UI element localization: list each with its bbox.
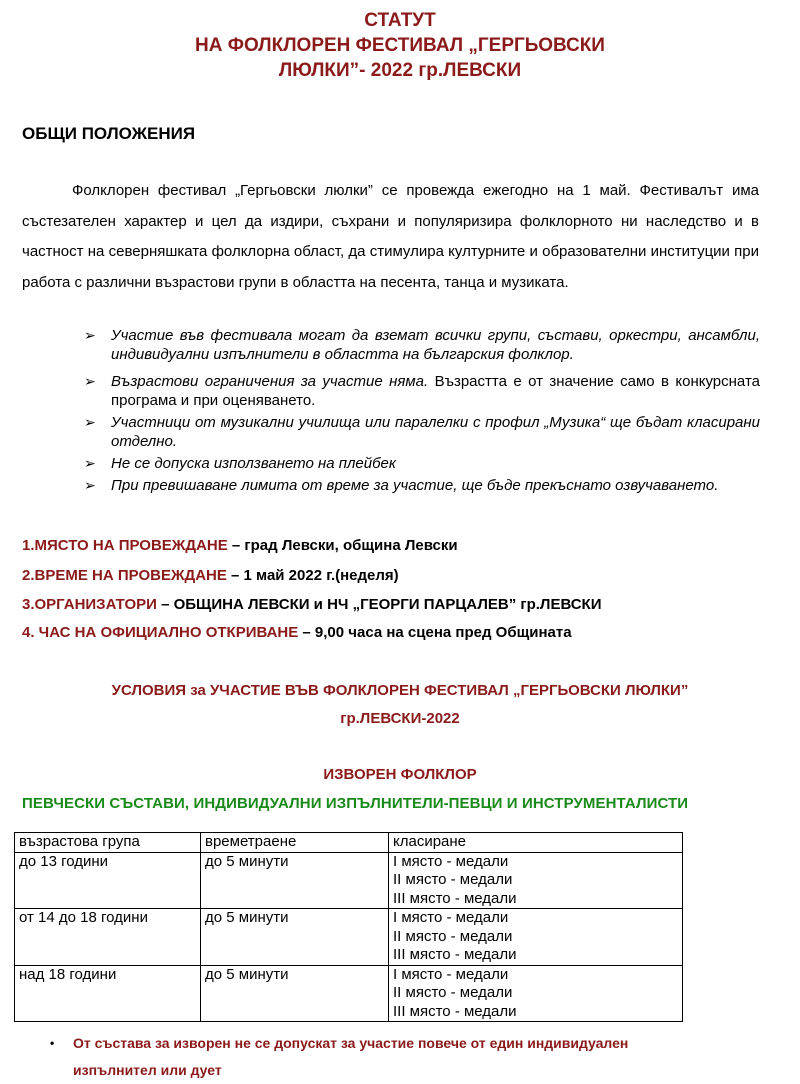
- table-header-row: [15, 833, 683, 853]
- general-paragraph: Фолклорен фестивал „Гергьовски люлки” се провежда ежегодно на 1 май. Фестивалът има състезателен характер и цел да издири, съхрани и популяризира фолклорното ни наследство и в частност на северняшката фолклорна област, да стимулира културните и образователни институции при работа с различни възрастови групи в областта на песента, танца и музиката.: [22, 182, 759, 291]
- rule-item: [84, 413, 760, 451]
- rule-text: При превишаване лимита от време за участие, ще бъде прекъснато озвучаването.: [111, 477, 719, 494]
- note-list: [50, 1030, 770, 1084]
- rule-text: Участие във фестивала могат да вземат всички групи, състави, оркестри, ансамбли, индивидуални изпълнители в областта на българския фолклор.: [111, 327, 760, 363]
- info-organizers-label: 3.ОРГАНИЗАТОРИ: [22, 596, 157, 613]
- rank-line: II място - медали: [393, 984, 513, 1001]
- info-place-value: – град Левски, община Левски: [227, 537, 458, 554]
- arrow-bullet-icon: ➢: [84, 455, 96, 471]
- section-title: ИЗВОРЕН ФОЛКЛОР: [323, 766, 477, 783]
- cell-duration: до 5 минути: [201, 852, 389, 909]
- cell-ranking: [389, 965, 683, 1022]
- conditions-subheading: гр.ЛЕВСКИ-2022: [340, 710, 460, 727]
- rank-line: III място - медали: [393, 889, 517, 907]
- info-organizers: [22, 595, 602, 615]
- section-subtitle: ПЕВЧЕСКИ СЪСТАВИ, ИНДИВИДУАЛНИ ИЗПЪЛНИТЕЛИ-ПЕВЦИ И ИНСТРУМЕНТАЛИСТИ: [22, 795, 689, 812]
- info-opening-value: – 9,00 часа на сцена пред Общината: [298, 624, 572, 641]
- title-line-1: СТАТУТ: [364, 10, 436, 31]
- general-heading: ОБЩИ ПОЛОЖЕНИЯ: [22, 124, 196, 143]
- note-line-2: изпълнител или дует: [73, 1062, 222, 1078]
- rule-text: Възрастта е от значение само в конкурсната програма и при оценяването.: [111, 373, 760, 409]
- cell-duration: до 5 минути: [201, 909, 389, 966]
- rank-line: III място - медали: [393, 1002, 517, 1020]
- rank-line: II място - медали: [393, 871, 513, 888]
- header-ranking: класиране: [389, 833, 683, 853]
- cell-ranking: [389, 852, 683, 909]
- rule-item: [84, 326, 760, 364]
- table-row: [15, 909, 683, 966]
- arrow-bullet-icon: ➢: [84, 414, 96, 430]
- rules-list: [84, 326, 760, 498]
- cell-age: до 13 години: [15, 852, 201, 909]
- cell-age: над 18 години: [15, 965, 201, 1022]
- table-row: [15, 965, 683, 1022]
- info-place-label: 1.МЯСТО НА ПРОВЕЖДАНЕ: [22, 537, 228, 554]
- cell-age: от 14 до 18 години: [15, 909, 201, 966]
- header-age: възрастова група: [15, 833, 201, 853]
- rank-line: I място - медали: [393, 909, 509, 926]
- rule-text: Участници от музикални училища или паралелки с профил „Музика“ ще бъдат класирани отделно.: [111, 414, 760, 450]
- title-line-3: ЛЮЛКИ”- 2022 гр.ЛЕВСКИ: [278, 60, 522, 81]
- note-item: [50, 1030, 770, 1084]
- info-time-value: – 1 май 2022 г.(неделя): [226, 567, 399, 584]
- info-place: [22, 536, 458, 556]
- arrow-bullet-icon: ➢: [84, 327, 96, 343]
- rank-line: I място - медали: [393, 852, 509, 870]
- info-opening-label: 4. ЧАС НА ОФИЦИАЛНО ОТКРИВАНЕ: [22, 624, 299, 641]
- rule-item: [84, 372, 760, 410]
- info-opening: [22, 623, 572, 643]
- conditions-heading: УСЛОВИЯ за УЧАСТИЕ ВЪВ ФОЛКЛОРЕН ФЕСТИВАЛ „ГЕРГЬОВСКИ ЛЮЛКИ”: [111, 682, 689, 699]
- ranking-table: [14, 832, 683, 1022]
- table-row: [15, 852, 683, 909]
- info-time: [22, 566, 399, 586]
- note-line-1: От състава за изворен не се допускат за участие повече от един индивидуален: [73, 1035, 629, 1051]
- rank-line: II място - медали: [393, 927, 513, 945]
- rule-text-italic: Възрастови ограничения за участие няма.: [111, 373, 429, 390]
- title-line-2: НА ФОЛКЛОРЕН ФЕСТИВАЛ „ГЕРГЬОВСКИ: [195, 35, 605, 56]
- cell-ranking: [389, 909, 683, 966]
- info-organizers-value: – ОБЩИНА ЛЕВСКИ и НЧ „ГЕОРГИ ПАРЦАЛЕВ” гр.ЛЕВСКИ: [156, 596, 602, 613]
- info-time-label: 2.ВРЕМЕ НА ПРОВЕЖДАНЕ: [22, 567, 227, 584]
- header-duration: времетраене: [201, 833, 389, 853]
- arrow-bullet-icon: ➢: [84, 477, 96, 493]
- cell-duration: до 5 минути: [201, 965, 389, 1022]
- rank-line: III място - медали: [393, 946, 517, 963]
- bullet-dot-icon: •: [50, 1036, 55, 1050]
- rule-item: [84, 476, 760, 495]
- rank-line: I място - медали: [393, 965, 509, 983]
- rule-text: Не се допуска използването на плейбек: [111, 455, 396, 472]
- arrow-bullet-icon: ➢: [84, 373, 96, 389]
- rule-item: [84, 454, 760, 473]
